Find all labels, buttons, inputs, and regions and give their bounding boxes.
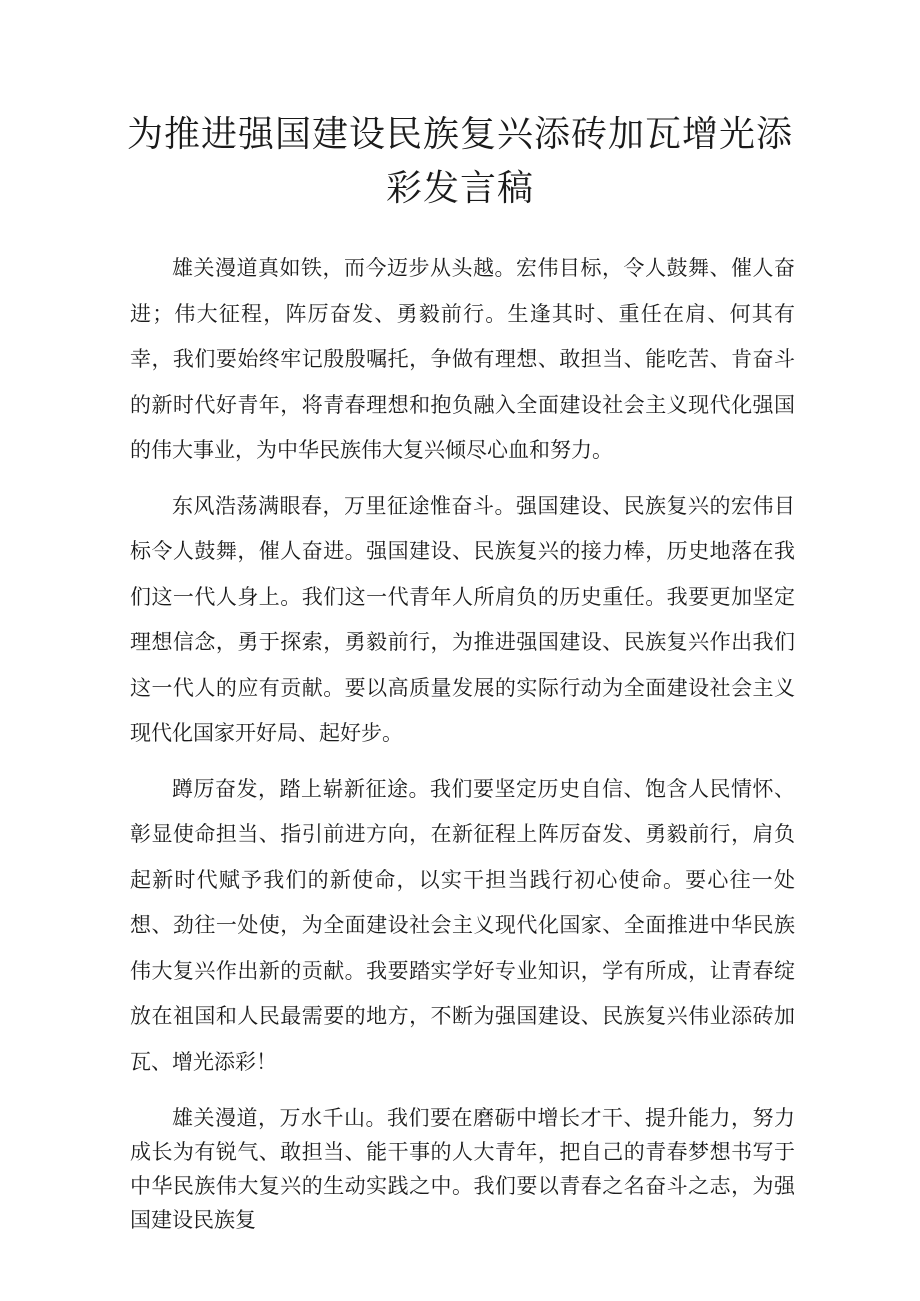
document-title: 为推进强国建设民族复兴添砖加瓦增光添彩发言稿 [126,114,793,209]
paragraph: 蹲厉奋发，踏上崭新征途。我们要坚定历史自信、饱含人民情怀、彰显使命担当、指引前进方向，在新征程上阵厉奋发、勇毅前行，肩负起新时代赋予我们的新使命，以实干担当践行初心使命。要心往一处想、劲往一处使，为全面建设社会主义现代化国家、全面推进中华民族伟大复兴作出新的贡献。我要踏实学好专业知识，学有所成，让青春绽放在祖国和人民最需要的地方，不断为强国建设、民族复兴伟业添砖加瓦、增光添彩！ [130,776,795,1074]
paragraph: 雄关漫道真如铁，而今迈步从头越。宏伟目标，令人鼓舞、催人奋进；伟大征程，阵厉奋发、勇毅前行。生逢其时、重任在肩、何其有幸，我们要始终牢记殷殷嘱托，争做有理想、敢担当、能吃苦、肯奋斗的新时代好青年，将青春理想和抱负融入全面建设社会主义现代化强国的伟大事业，为中华民族伟大复兴倾尽心血和努力。 [130,256,795,462]
paragraph: 雄关漫道，万水千山。我们要在磨砺中增长才干、提升能力，努力成长为有锐气、敢担当、能干事的人大青年，把自己的青春梦想书写于中华民族伟大复兴的生动实践之中。我们要以青春之名奋斗之志，为强国建设民族复 [130,1106,795,1232]
document-body [130,246,795,1237]
paragraph: 东风浩荡满眼春，万里征途惟奋斗。强国建设、民族复兴的宏伟目标令人鼓舞，催人奋进。强国建设、民族复兴的接力棒，历史地落在我们这一代人身上。我们这一代青年人所肩负的历史重任。我要更加坚定理想信念，勇于探索，勇毅前行，为推进强国建设、民族复兴作出我们这一代人的应有贡献。要以高质量发展的实际行动为全面建设社会主义现代化国家开好局、起好步。 [130,493,795,745]
